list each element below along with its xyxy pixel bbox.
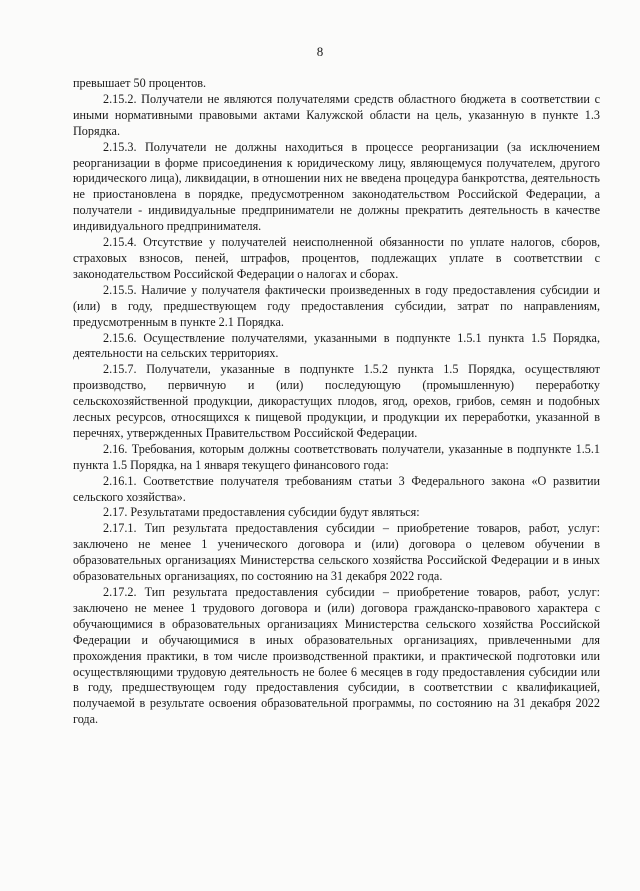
- paragraph-2-15-3: 2.15.3. Получатели не должны находиться в процессе реорганизации (за исключением реорганизации в форме присоединения к юридическому лицу, являющемуся получателем, другого юридического лица), ликвидации, в отношении них не введена процедура банкротства, деятельность не приостановлена в порядке, предусмотренном законодательством Российской Федерации, а получатели - индивидуальные предприниматели не должны прекратить деятельность в качестве индивидуального предпринимателя.: [73, 139, 600, 234]
- paragraph-2-15-6: 2.15.6. Осуществление получателями, указанными в подпункте 1.5.1 пункта 1.5 Порядка, деятельности на сельских территориях.: [73, 330, 600, 361]
- paragraph-2-17-2: 2.17.2. Тип результата предоставления субсидии – приобретение товаров, работ, услуг: заключено не менее 1 трудового договора и (или) договора гражданско-правового характера с обучающимися в образовательных организациях Министерства сельского хозяйства Российской Федерации и обучающимися в иных образовательных организациях, привлеченными для прохождения практики, в том числе производственной практики, и практической подготовки или осуществляющими трудовую деятельность не более 6 месяцев в году предоставления субсидии или в году, предшествующем году предоставления субсидии, в соответствии с квалификацией, получаемой в результате освоения образовательной программы, по состоянию на 31 декабря 2022 года.: [73, 585, 600, 727]
- paragraph-continuation: превышает 50 процентов.: [73, 76, 207, 90]
- paragraph-2-16-1: 2.16.1. Соответствие получателя требованиям статьи 3 Федерального закона «О развитии сельского хозяйства».: [73, 473, 600, 504]
- paragraph-2-16: 2.16. Требования, которым должны соответствовать получатели, указанные в подпункте 1.5.1 пункта 1.5 Порядка, на 1 января текущего финансового года:: [73, 441, 600, 472]
- paragraph-2-17: 2.17. Результатами предоставления субсидии будут являться:: [103, 505, 420, 520]
- paragraph-2-15-2: 2.15.2. Получатели не являются получателями средств областного бюджета в соответствии с иными нормативными правовыми актами Калужской области на цель, указанную в пункте 1.3 Порядка.: [73, 91, 600, 138]
- paragraph-2-17-1: 2.17.1. Тип результата предоставления субсидии – приобретение товаров, работ, услуг: заключено не менее 1 ученического договора и (или) договора о целевом обучении в образовательных организациях Министерства сельского хозяйства Российской Федерации и в иных образовательных организациях, по состоянию на 31 декабря 2022 года.: [73, 521, 600, 584]
- paragraph-2-15-5: 2.15.5. Наличие у получателя фактически произведенных в году предоставления субсидии и (или) в году, предшествующем году предоставления субсидии, затрат по направлениям, предусмотренным в пункте 2.1 Порядка.: [73, 282, 600, 329]
- paragraph-2-15-4: 2.15.4. Отсутствие у получателей неисполненной обязанности по уплате налогов, сборов, страховых взносов, пеней, штрафов, процентов, подлежащих уплате в соответствии с законодательством Российской Федерации о налогах и сборах.: [73, 235, 600, 281]
- document-body: [73, 76, 600, 728]
- paragraph-2-15-7: 2.15.7. Получатели, указанные в подпункте 1.5.2 пункта 1.5 Порядка, осуществляют производство, первичную и (или) последующую (промышленную) переработку сельскохозяйственной продукции, дикорастущих плодов, ягод, орехов, грибов, семян и подобных лесных ресурсов, относящихся к пищевой продукции, и продукции их переработки, указанной в перечнях, утвержденных Правительством Российской Федерации.: [73, 362, 600, 440]
- page-number: 8: [316, 44, 324, 59]
